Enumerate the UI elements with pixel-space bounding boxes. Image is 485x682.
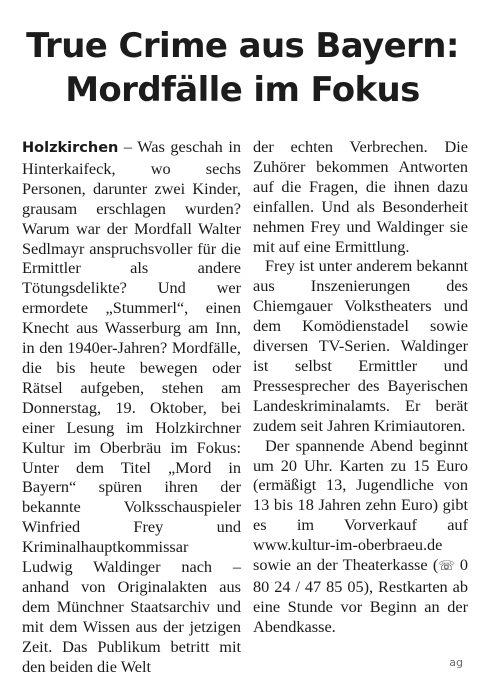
- body-paragraph: Frey ist unter anderem bekannt aus Inszenierungen des Chiemgauer Volkstheaters und dem Komödienstadel sowie diversen TV-Serien. Waldinger ist selbst Ermittler und Pressesprecher des Bayerischen Landeskriminalamts. Er berät zudem seit Jahren Krimiautoren.: [253, 256, 468, 435]
- paragraph-text: Der spannende Abend beginnt um 20 Uhr. Karten zu 15 Euro (ermäßigt 13, Jugendliche von 13 bis 18 Jahren zehn Euro) gibt es im Vorverkauf auf www.kultur-im-oberbraeu.de sowie an der Theaterkasse (: [253, 435, 468, 575]
- phone-number: 0 80 24 / 47 85 05: [253, 555, 468, 596]
- text-column-right: [253, 137, 468, 637]
- dateline: Holzkirchen: [22, 140, 119, 156]
- phone-icon: ☏: [438, 559, 455, 575]
- body-paragraph: [22, 137, 241, 676]
- text-column-left: [22, 137, 241, 676]
- article-headline: [0, 24, 485, 112]
- body-paragraph: [253, 436, 468, 637]
- paragraph-text: ), Restkarten ab eine Stunde vor Beginn an der Abendkasse.: [253, 576, 468, 636]
- author-initials: ag: [449, 656, 463, 669]
- body-paragraph: der echten Verbrechen. Die Zuhörer bekommen Antworten auf die Fragen, die ihnen dazu einfallen. Und als Besonderheit nehmen Frey und Waldinger sie mit auf eine Ermittlung.: [253, 137, 468, 256]
- paragraph-text: – Was geschah in Hinterkaifeck, wo sechs Personen, darunter zwei Kinder, grausam erschlagen wurden? Warum war der Mordfall Walter Sedlmayr anspruchsvoller für die Ermittler als andere Tötungsdelikte? Und wer ermordete „Stummerl“, einen Knecht aus Wasserburg am Inn, in den 1940er-Jahren? Mordfälle, die bis heute bewegen oder Rätsel aufgeben, stehen am Donnerstag, 19. Oktober, bei einer Lesung im Holzkirchner Kultur im Oberbräu im Fokus: Unter dem Titel „Mord in Bayern“ spüren ihren der bekannte Volksschauspieler Winfried Frey und Kriminalhauptkommissar Ludwig Waldinger nach – anhand von Originalakten aus dem Münchner Staatsarchiv und mit dem Wissen aus der jetzigen Zeit. Das Publikum betritt mit den beiden die Welt: [22, 137, 241, 676]
- headline-line-2: Mordfälle im Fokus: [65, 70, 420, 110]
- headline-line-1: True Crime aus Bayern:: [26, 26, 459, 66]
